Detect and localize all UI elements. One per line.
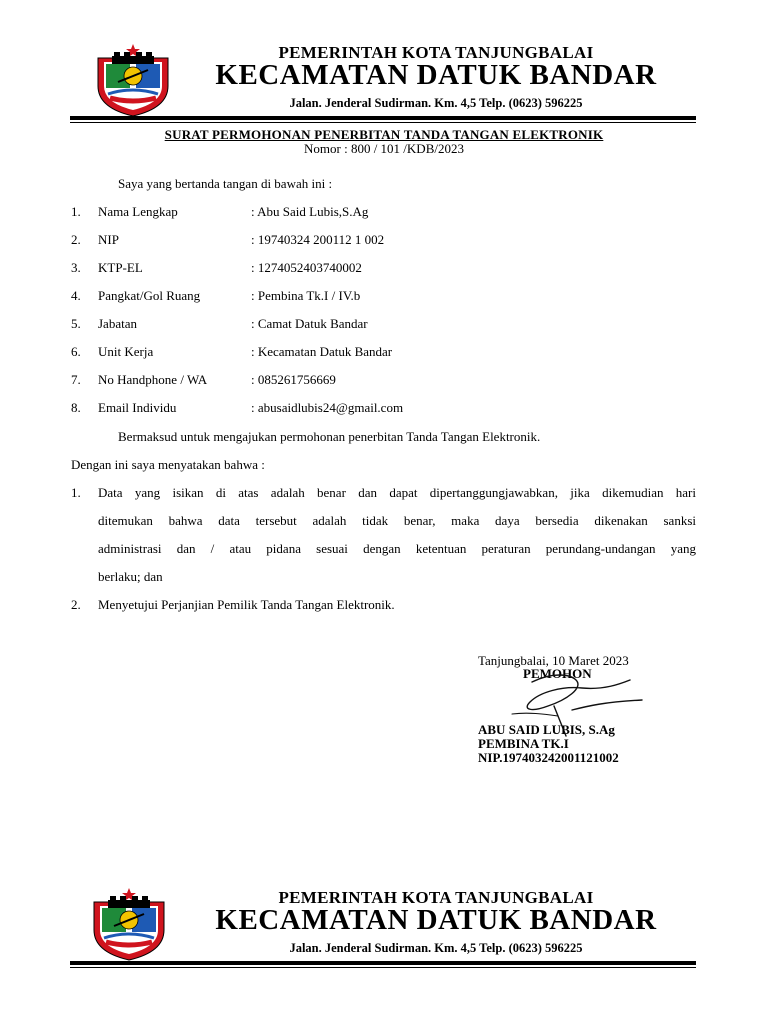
- field-label: No Handphone / WA: [98, 372, 208, 387]
- header-rule-thin: [70, 122, 696, 123]
- footer-rule-thick: [70, 961, 696, 965]
- purpose-text: Bermaksud untuk mengajukan permohonan penerbitan Tanda Tangan Elektronik.: [118, 429, 541, 444]
- office-address: Jalan. Jenderal Sudirman. Km. 4,5 Telp. (0623) 596225: [289, 941, 583, 955]
- letter-title: SURAT PERMOHONAN PENERBITAN TANDA TANGAN ELEKTRONIK: [164, 127, 604, 142]
- field-number: 4.: [71, 288, 81, 303]
- office-address: Jalan. Jenderal Sudirman. Km. 4,5 Telp. (0623) 596225: [289, 96, 583, 110]
- field-label: Nama Lengkap: [98, 204, 178, 219]
- opening-text: Saya yang bertanda tangan di bawah ini :: [118, 176, 333, 191]
- statement-line: Data yang isikan di atas adalah benar dan dapat dipertanggungjawabkan, jika dikemudian hari: [98, 485, 696, 500]
- signer-rank: PEMBINA TK.I: [478, 736, 569, 751]
- field-number: 7.: [71, 372, 81, 387]
- field-number: 8.: [71, 400, 81, 415]
- declaration-intro: Dengan ini saya menyatakan bahwa :: [71, 457, 265, 472]
- statement-number: 2.: [71, 597, 81, 612]
- field-label: Pangkat/Gol Ruang: [98, 288, 201, 303]
- field-value: : 19740324 200112 1 002: [251, 232, 385, 247]
- statement-number: 1.: [71, 485, 81, 500]
- field-value: : Kecamatan Datuk Bandar: [251, 344, 393, 359]
- footer-rule-thin: [70, 967, 696, 968]
- government-name: PEMERINTAH KOTA TANJUNGBALAI: [278, 888, 594, 907]
- field-label: KTP-EL: [98, 260, 143, 275]
- field-label: Email Individu: [98, 400, 177, 415]
- government-name: PEMERINTAH KOTA TANJUNGBALAI: [278, 43, 594, 62]
- statement-line: berlaku; dan: [98, 569, 163, 584]
- field-number: 2.: [71, 232, 81, 247]
- field-number: 3.: [71, 260, 81, 275]
- office-name: KECAMATAN DATUK BANDAR: [215, 904, 657, 936]
- place-date: Tanjungbalai, 10 Maret 2023: [478, 653, 629, 668]
- signer-role: PEMOHON: [523, 666, 592, 681]
- field-value: : Abu Said Lubis,S.Ag: [251, 204, 369, 219]
- office-name: KECAMATAN DATUK BANDAR: [215, 59, 657, 91]
- field-value: : Pembina Tk.I / IV.b: [251, 288, 361, 303]
- field-label: Unit Kerja: [98, 344, 154, 359]
- field-value: : abusaidlubis24@gmail.com: [251, 400, 404, 415]
- header-rule-thick: [70, 116, 696, 120]
- field-number: 5.: [71, 316, 81, 331]
- statement-line: ditemukan bahwa data tersebut adalah tidak benar, maka daya bersedia dikenakan sanksi: [98, 513, 696, 528]
- statement-line: administrasi dan / atau pidana sesuai dengan ketentuan peraturan perundang-undangan yang: [98, 541, 696, 556]
- field-label: NIP: [98, 232, 119, 247]
- statement-text: Menyetujui Perjanjian Pemilik Tanda Tangan Elektronik.: [98, 597, 395, 612]
- field-value: : 085261756669: [251, 372, 336, 387]
- field-value: : Camat Datuk Bandar: [251, 316, 368, 331]
- field-value: : 1274052403740002: [251, 260, 362, 275]
- letter-number: Nomor : 800 / 101 /KDB/2023: [304, 141, 464, 156]
- signer-nip: NIP.197403242001121002: [478, 750, 619, 765]
- signer-name: ABU SAID LUBIS, S.Ag: [478, 722, 615, 737]
- field-number: 6.: [71, 344, 81, 359]
- field-number: 1.: [71, 204, 81, 219]
- field-label: Jabatan: [98, 316, 137, 331]
